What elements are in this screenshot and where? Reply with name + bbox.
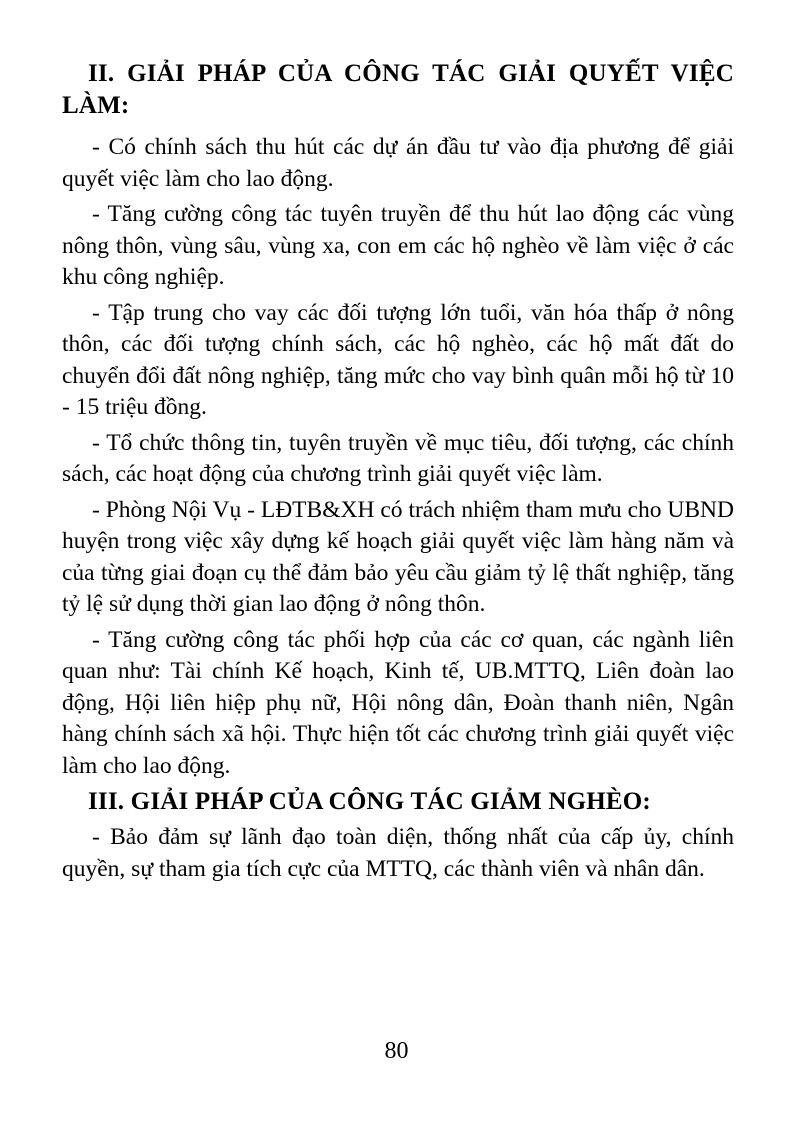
section-2-paragraph-5: - Phòng Nội Vụ - LĐTB&XH có trách nhiệm tham mưu cho UBND huyện trong việc xây dựng kế hoạch giải quyết việc làm hàng năm và của từng giai đoạn cụ thể đảm bảo yêu cầu giảm tỷ lệ thất nghiệp, tăng tỷ lệ sử dụng thời gian lao động ở nông thôn. <box>62 496 734 617</box>
section-2-heading: II. GIẢI PHÁP CỦA CÔNG TÁC GIẢI QUYẾT VIỆC LÀM: <box>62 60 734 119</box>
section-2-paragraph-2: - Tăng cường công tác tuyên truyền để thu hút lao động các vùng nông thôn, vùng sâu, vùng xa, con em các hộ nghèo về làm việc ở các khu công nghiệp. <box>62 201 734 290</box>
section-3-paragraph-1: - Bảo đảm sự lãnh đạo toàn diện, thống nhất của cấp ủy, chính quyền, sự tham gia tích cực của MTTQ, các thành viên và nhân dân. <box>62 824 734 882</box>
section-2-paragraph-4: - Tổ chức thông tin, tuyên truyền về mục tiêu, đối tượng, các chính sách, các hoạt động của chương trình giải quyết việc làm. <box>62 429 734 487</box>
section-2-paragraph-3: - Tập trung cho vay các đối tượng lớn tuổi, văn hóa thấp ở nông thôn, các đối tượng chính sách, các hộ nghèo, các hộ mất đất do chuyển đổi đất nông nghiệp, tăng mức cho vay bình quân mỗi hộ từ 10 - 15 triệu đồng. <box>62 299 734 420</box>
section-2-paragraph-1: - Có chính sách thu hút các dự án đầu tư vào địa phương để giải quyết việc làm cho lao động. <box>62 134 734 192</box>
page-number: 80 <box>384 1038 409 1064</box>
section-2-paragraph-6: - Tăng cường công tác phối hợp của các cơ quan, các ngành liên quan như: Tài chính Kế hoạch, Kinh tế, UB.MTTQ, Liên đoàn lao động, Hội liên hiệp phụ nữ, Hội nông dân, Đoàn thanh niên, Ngân hàng chính sách xã hội. Thực hiện tốt các chương trình giải quyết việc làm cho lao động. <box>62 626 734 779</box>
page-content <box>62 58 734 885</box>
section-3-heading: III. GIẢI PHÁP CỦA CÔNG TÁC GIẢM NGHÈO: <box>88 788 651 815</box>
